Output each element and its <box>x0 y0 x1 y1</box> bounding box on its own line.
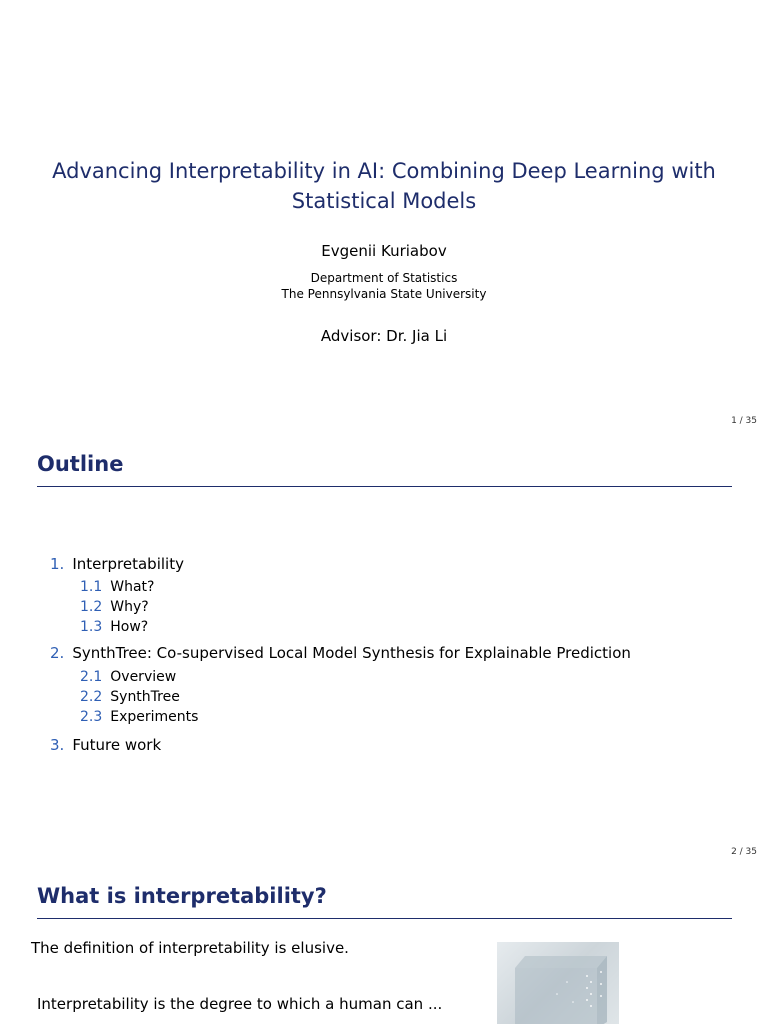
outline-item-label: Future work <box>72 736 162 754</box>
department: Department of Statistics <box>310 271 458 285</box>
slide-heading: What is interpretability? <box>37 884 327 908</box>
university: The Pennsylvania State University <box>281 287 487 301</box>
subitem-number: 1.3 <box>80 619 103 635</box>
outline-item-3 <box>50 736 161 754</box>
title-line-1: Advancing Interpretability in AI: Combining Deep Learning with <box>52 159 716 183</box>
outline-item-number: 2. <box>50 644 65 662</box>
subitem-label: Why? <box>110 599 149 615</box>
outline-subitem-1-2 <box>80 599 149 615</box>
author-name: Evgenii Kuriabov <box>321 242 447 260</box>
subitem-number: 2.2 <box>80 689 103 705</box>
interpretability-text: Interpretability is the degree to which a human can ... <box>37 995 443 1013</box>
subitem-number: 1.2 <box>80 599 103 615</box>
title-line-2: Statistical Models <box>291 189 477 213</box>
outline-subitem-1-1 <box>80 579 154 595</box>
subitem-number: 2.3 <box>80 709 103 725</box>
outline-subitem-2-2 <box>80 689 180 705</box>
subitem-label: How? <box>110 619 149 635</box>
page-number: 2 / 35 <box>731 847 757 857</box>
definition-text: The definition of interpretability is elusive. <box>31 939 349 957</box>
outline-heading: Outline <box>37 452 124 476</box>
outline-item-label: Interpretability <box>72 555 184 573</box>
outline-subitem-2-3 <box>80 709 198 725</box>
affiliation <box>0 270 768 302</box>
subitem-number: 1.1 <box>80 579 103 595</box>
outline-item-number: 3. <box>50 736 65 754</box>
subitem-number: 2.1 <box>80 669 103 685</box>
glass-cube-icon <box>497 942 619 1024</box>
outline-item-number: 1. <box>50 555 65 573</box>
outline-item-2 <box>50 644 631 662</box>
outline-subitem-2-1 <box>80 669 176 685</box>
outline-item-label: SynthTree: Co-supervised Local Model Synthesis for Explainable Prediction <box>72 644 631 662</box>
page-number: 1 / 35 <box>731 416 757 426</box>
outline-subitem-1-3 <box>80 619 148 635</box>
subitem-label: What? <box>110 579 155 595</box>
subitem-label: Overview <box>110 669 177 685</box>
heading-rule <box>37 918 732 919</box>
subitem-label: Experiments <box>110 709 199 725</box>
subitem-label: SynthTree <box>110 689 180 705</box>
presentation-title <box>0 156 768 216</box>
heading-rule <box>37 486 732 487</box>
title-slide <box>0 0 768 432</box>
advisor: Advisor: Dr. Jia Li <box>320 327 448 345</box>
glass-cube-image <box>497 942 619 1024</box>
outline-item-1 <box>50 555 184 573</box>
